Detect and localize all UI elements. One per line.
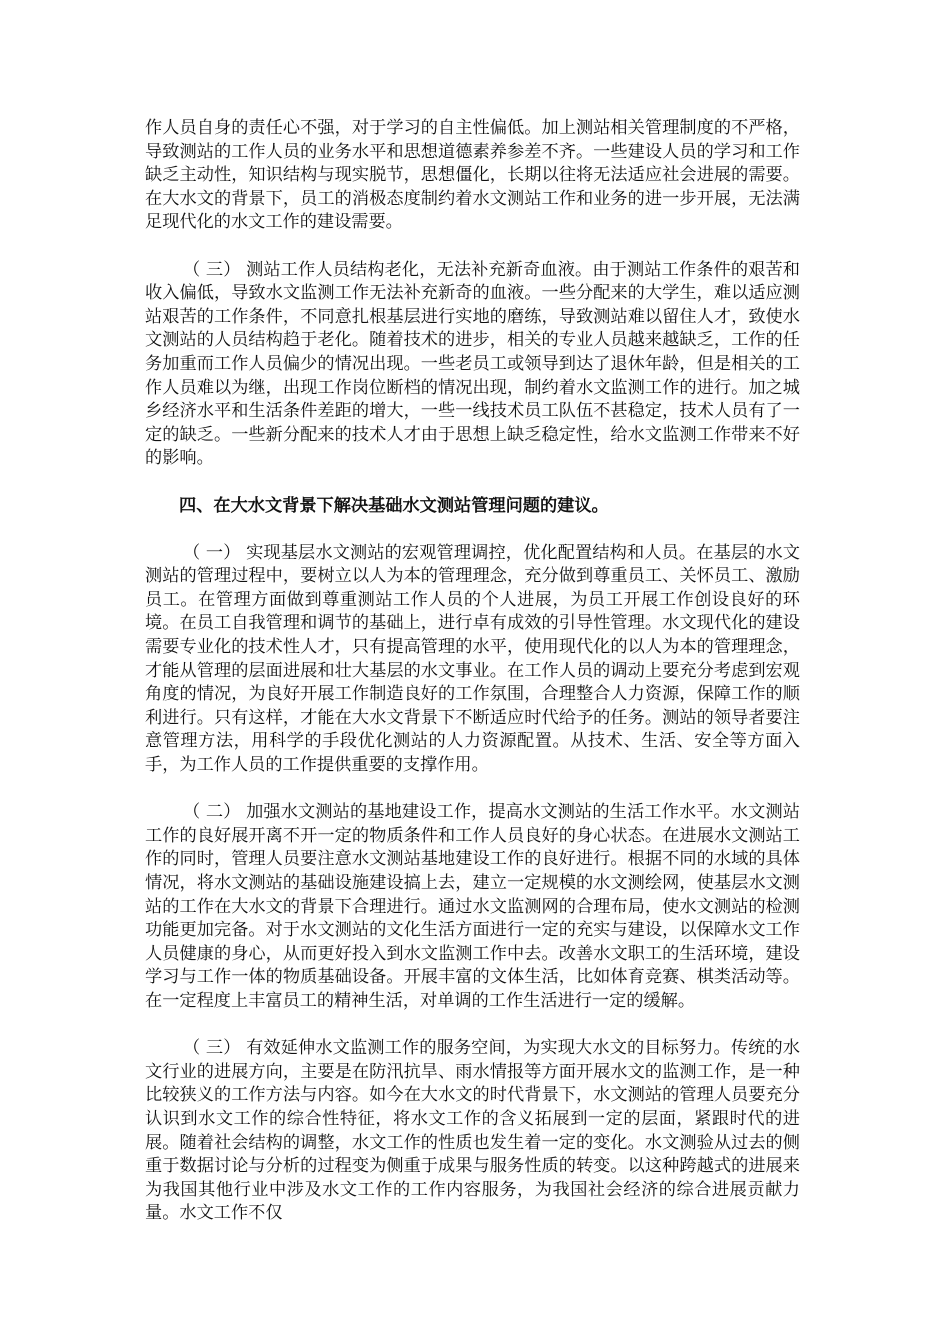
document-page bbox=[145, 117, 800, 1250]
paragraph-base-construction: （ 二） 加强水文测站的基地建设工作，提高水文测站的生活工作水平。水文测站工作的良好展开离不开一定的物质条件和工作人员良好的身心状态。在进展水文测站工作的同时，管理人员要注意水文测站基地建设工作的良好进行。根据不同的水域的具体情况，将水文测站的基础设施建设搞上去，建立一定规模的水文测绘网，使基层水文测站的工作在大水文的背景下合理进行。通过水文监测网的合理布局，使水文测站的检测功能更加完备。对于水文测站的文化生活方面进行一定的充实与建设，以保障水文工作人员健康的身心，从而更好投入到水文监测工作中去。改善水文职工的生活环境，建设学习与工作一体的物质基础设备。开展丰富的文体生活，比如体育竞赛、棋类活动等。在一定程度上丰富员工的精神生活，对单调的工作生活进行一定的缓解。 bbox=[145, 802, 800, 1011]
paragraph-macro-management: （ 一） 实现基层水文测站的宏观管理调控，优化配置结构和人员。在基层的水文测站的管理过程中，要树立以人为本的管理理念，充分做到尊重员工、关怀员工、激励员工。在管理方面做到尊重测站工作人员的个人进展，为员工开展工作创设良好的环境。在员工自我管理和调节的基础上，进行卓有成效的引导性管理。水文现代化的建设需要专业化的技术性人才，只有提高管理的水平，使用现代化的以人为本的管理理念，才能从管理的层面进展和壮大基层的水文事业。在工作人员的调动上要充分考虑到宏观角度的情况，为良好开展工作制造良好的工作氛围，合理整合人力资源，保障工作的顺利进行。只有这样，才能在大水文背景下不断适应时代给予的任务。测站的领导者要注意管理方法，用科学的手段优化测站的人力资源配置。从技术、生活、安全等方面入手，为工作人员的工作提供重要的支撑作用。 bbox=[145, 542, 800, 776]
paragraph-service-extension: （ 三） 有效延伸水文监测工作的服务空间，为实现大水文的目标努力。传统的水文行业的进展方向，主要是在防汛抗旱、雨水情报等方面开展水文的监测工作，是一种比较狭义的工作方法与内容。如今在大水文的时代背景下，水文测站的管理人员要充分认识到水文工作的综合性特征，将水文工作的含义拓展到一定的层面，紧跟时代的进展。随着社会结构的调整，水文工作的性质也发生着一定的变化。水文测验从过去的侧重于数据讨论与分析的过程变为侧重于成果与服务性质的转变。以这种跨越式的进展来为我国其他行业中涉及水文工作的工作内容服务，为我国社会经济的综合进展贡献力量。水文工作不仅 bbox=[145, 1038, 800, 1224]
paragraph-staff-responsibility: 作人员自身的责任心不强，对于学习的自主性偏低。加上测站相关管理制度的不严格，导致测站的工作人员的业务水平和思想道德素养参差不齐。一些建设人员的学习和工作缺乏主动性，知识结构与现实脱节，思想僵化，长期以往将无法适应社会进展的需要。在大水文的背景下，员工的消极态度制约着水文测站工作和业务的进一步开展，无法满足现代化的水文工作的建设需要。 bbox=[145, 118, 800, 233]
section-heading-suggestions: 四、在大水文背景下解决基础水文测站管理问题的建议。 bbox=[179, 495, 609, 516]
paragraph-aging-staff-structure: （ 三） 测站工作人员结构老化，无法补充新奇血液。由于测站工作条件的艰苦和收入偏低，导致水文监测工作无法补充新奇的血液。一些分配来的大学生，难以适应测站艰苦的工作条件，不同意扎根基层进行实地的磨练，导致测站难以留住人才，致使水文测站的人员结构趋于老化。随着技术的进步，相关的专业人员越来越缺乏，工作的任务加重而工作人员偏少的情况出现。一些老员工或领导到达了退休年龄，但是相关的工作人员难以为继，出现工作岗位断档的情况出现，制约着水文监测工作的进行。加之城乡经济水平和生活条件差距的增大，一些一线技术员工队伍不甚稳定，技术人员有了一定的缺乏。一些新分配来的技术人才由于思想上缺乏稳定性，给水文监测工作带来不好的影响。 bbox=[145, 259, 800, 469]
